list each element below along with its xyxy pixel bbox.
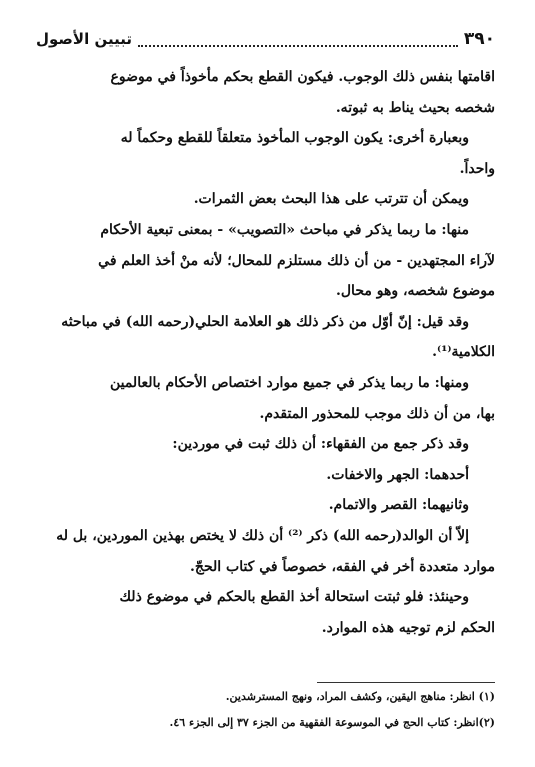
footnote-divider xyxy=(317,682,495,683)
body-line: أحدهما: الجهر والاخفات. xyxy=(326,466,469,483)
body-line: الحكم لزم توجيه هذه الموارد. xyxy=(321,619,495,636)
header-dot-leader xyxy=(138,31,458,47)
footnote-1: (١) انظر: مناهج اليقين، وكشف المراد، ونهج المسترشدين. xyxy=(225,690,495,703)
body-line: ويمكن أن تترتب على هذا البحث بعض الثمرات. xyxy=(193,191,469,208)
body-line: موارد متعددة أخر في الفقه، خصوصاً في كتاب الحجّ. xyxy=(190,558,495,575)
page-number: ٣٩٠ xyxy=(463,29,495,49)
body-text xyxy=(36,62,495,643)
body-line: وثانيهما: القصر والاتمام. xyxy=(328,497,469,514)
body-line: وحينئذ: فلو ثبتت استحالة أخذ القطع بالحكم في موضوع ذلك xyxy=(119,589,469,606)
body-line: الكلامية⁽¹⁾. xyxy=(432,344,495,361)
body-line: منها: ما ربما يذكر في مباحث «التصويب» - بمعنى تبعية الأحكام xyxy=(100,221,469,238)
running-title: تبيين الأصول xyxy=(36,30,132,48)
body-line: وبعبارة أخرى: يكون الوجوب المأخوذ متعلقاً للقطع وحكماً له xyxy=(120,130,469,147)
footnotes xyxy=(36,684,495,736)
footnote-2: (٢)انظر: كتاب الحج في الموسوعة الفقهية من الجزء ٣٧ إلى الجزء ٤٦. xyxy=(169,716,495,729)
body-line: وقد قيل: إنّ أوّل من ذكر ذلك هو العلامة الحلي(رحمه الله) في مباحثه xyxy=(61,313,469,330)
body-line: موضوع شخصه، وهو محال. xyxy=(336,283,495,300)
body-line: إلاّ أن الوالد(رحمه الله) ذكر ⁽²⁾ أن ذلك لا يختص بهذين الموردين، بل له xyxy=(56,527,469,544)
body-line: لآراء المجتهدين - من أن ذلك مستلزم للمحال؛ لأنه منْ أخذ العلم في xyxy=(98,252,495,269)
body-line: شخصه بحيث يناط به ثبوته. xyxy=(335,99,495,116)
body-line: بها، من أن ذلك موجب للمحذور المتقدم. xyxy=(259,405,495,422)
body-line: ومنها: ما ربما يذكر في جميع موارد اختصاص الأحكام بالعالمين xyxy=(109,374,469,391)
page-header xyxy=(36,26,495,52)
body-line: وقد ذكر جمع من الفقهاء: أن ذلك ثبت في موردين: xyxy=(172,436,469,453)
body-line: اقامتها بنفس ذلك الوجوب. فيكون القطع بحكم مأخوذاً في موضوع xyxy=(110,69,495,85)
body-line: واحداً. xyxy=(459,160,495,177)
